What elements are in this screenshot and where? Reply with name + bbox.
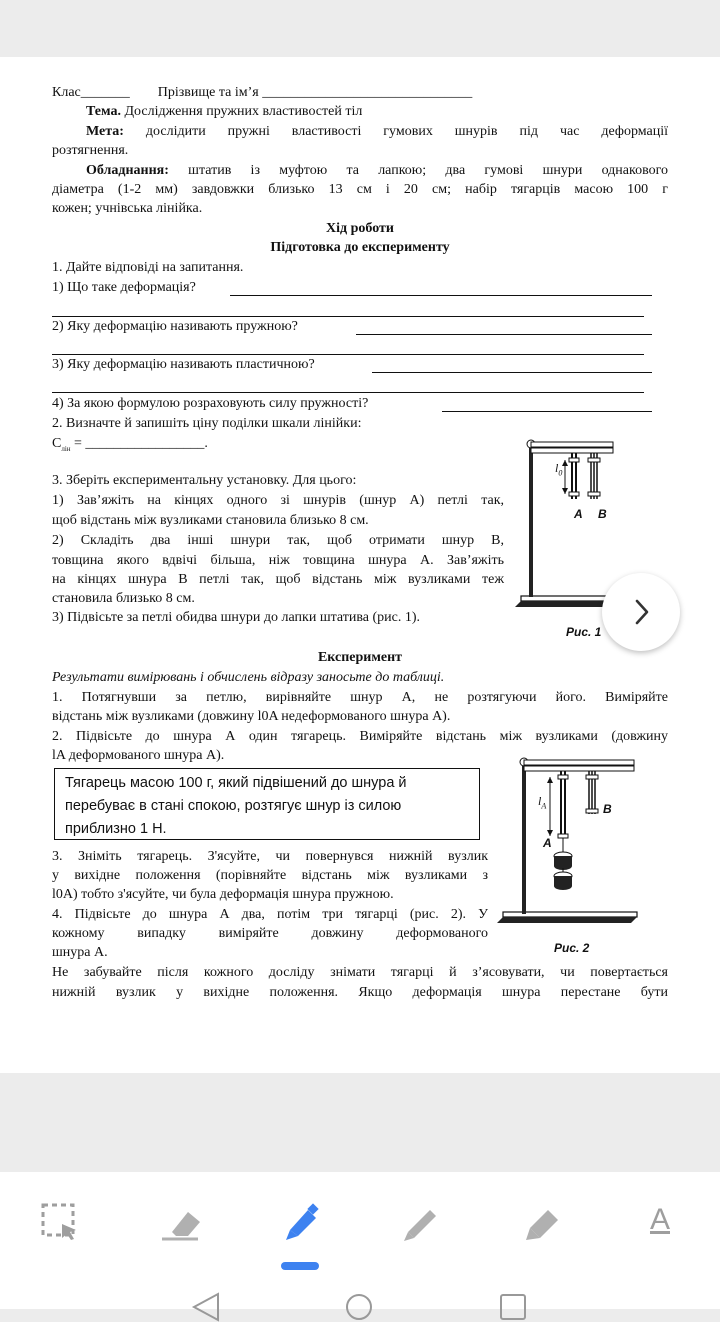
c-label: C xyxy=(52,436,62,451)
experiment-step-3b: у вихідне положення (порівняйте відстань між вузликами з xyxy=(52,868,488,883)
selection-tool[interactable] xyxy=(40,1202,84,1242)
scale-division-line xyxy=(52,434,208,459)
fig2-l-letter: l xyxy=(538,794,542,808)
prep-title: Підготовка до експерименту xyxy=(270,240,450,255)
annotation-toolbar xyxy=(0,1172,720,1309)
fig2-l-label xyxy=(538,792,546,815)
step-2: 2. Визначте й запишіть ціну поділки шкали лінійки: xyxy=(52,416,362,431)
question-4: 4) За якою формулою розраховують силу пружності? xyxy=(52,396,369,411)
home-nav-icon[interactable] xyxy=(344,1292,374,1322)
answer-line-4 xyxy=(442,411,652,412)
topic-line xyxy=(52,102,362,121)
next-page-button[interactable] xyxy=(602,573,680,651)
fig1-label-a: A xyxy=(574,507,583,521)
c-eq: = _________________. xyxy=(70,436,208,451)
question-2: 2) Яку деформацію називають пружною? xyxy=(52,319,298,334)
experiment-step-1a: 1. Потягнувши за петлю, вирівняйте шнур А, не розтягуючи його. Виміряйте xyxy=(52,690,668,705)
goal-line-1 xyxy=(52,122,668,141)
experiment-step-3a: 3. Зніміть тягарець. З'ясуйте, чи повернувся нижній вузлик xyxy=(52,849,488,864)
info-box-line-2: перебуває в стані спокою, розтягує шнур із силою xyxy=(65,798,402,814)
name-label: Прізвище та ім’я ______________________________ xyxy=(157,85,473,100)
equipment-label: Обладнання: xyxy=(86,163,169,178)
answer-line-3b xyxy=(52,392,644,393)
experiment-step-3c: l0A) тобто з'ясуйте, чи була деформація шнура пружною. xyxy=(52,887,394,902)
active-tool-indicator xyxy=(281,1262,319,1270)
info-box-line-3: приблизно 1 Н. xyxy=(65,821,167,837)
fig2-label-a: A xyxy=(543,836,552,850)
fig1-l0-sub: 0 xyxy=(558,468,563,478)
step-3-2c: на кінцях шнура В петлі так, щоб відстань між вузликами теж xyxy=(52,572,504,587)
step-3-1b: щоб відстань між вузликами становила близько 8 см. xyxy=(52,513,369,528)
pencil-tool[interactable] xyxy=(398,1202,442,1242)
results-note: Результати вимірювань і обчислень відразу заносьте до таблиці. xyxy=(52,670,445,685)
equipment-text-2: діаметра (1-2 мм) завдовжки близько 13 см і 20 см; набір тягарців масою 100 г xyxy=(52,182,668,197)
fig2-l-sub: A xyxy=(541,801,547,811)
eraser-icon xyxy=(158,1202,202,1242)
pen-icon xyxy=(278,1202,322,1242)
equipment-text-3: кожен; учнівська лінійка. xyxy=(52,201,203,216)
goal-text-2: розтягнення. xyxy=(52,143,129,158)
chevron-right-icon xyxy=(602,573,680,651)
closing-note-line-1: Не забувайте після кожного досліду знімати тягарці й з’ясовувати, чи повертається xyxy=(52,965,668,980)
marker-icon xyxy=(518,1202,562,1242)
fig2-label-b: B xyxy=(603,802,612,816)
goal-text: дослідити пружні властивості гумових шнурів під час деформації xyxy=(145,124,669,139)
step-3-2d: становила близько 8 см. xyxy=(52,591,195,606)
question-3: 3) Яку деформацію називають пластичною? xyxy=(52,357,315,372)
pen-tool[interactable] xyxy=(278,1202,322,1242)
question-intro: 1. Дайте відповіді на запитання. xyxy=(52,260,244,275)
step-3: 3. Зберіть експериментальну установку. Для цього: xyxy=(52,473,357,488)
c-sub: лін xyxy=(61,444,71,453)
equipment-line-1 xyxy=(52,161,668,180)
topic-text: Дослідження пружних властивостей тіл xyxy=(124,104,363,119)
equipment-text: штатив із муфтою та лапкою; два гумові шнури однакового xyxy=(188,163,668,178)
fig1-label-b: B xyxy=(598,507,607,521)
experiment-step-2a: 2. Підвісьте до шнура А один тягарець. Виміряйте відстань між вузликами (довжину xyxy=(52,729,668,744)
topic-label: Тема. xyxy=(86,104,121,119)
worksheet-page xyxy=(0,57,720,1073)
answer-line-1a xyxy=(230,295,652,296)
experiment-title: Експеримент xyxy=(317,650,403,665)
eraser-tool[interactable] xyxy=(158,1202,202,1242)
step-3-3: 3) Підвісьте за петлі обидва шнури до лапки штатива (рис. 1). xyxy=(52,610,421,625)
experiment-step-4a: 4. Підвісьте до шнура А два, потім три тягарці (рис. 2). У xyxy=(52,907,488,922)
fig1-l0-label xyxy=(555,459,562,482)
experiment-step-4c: шнура А. xyxy=(52,945,108,960)
answer-line-2a xyxy=(356,334,652,335)
goal-label: Мета: xyxy=(86,124,124,139)
class-name-line xyxy=(52,83,472,102)
info-box-line-1: Тягарець масою 100 г, який підвішений до шнура й xyxy=(65,775,407,791)
marker-tool[interactable] xyxy=(518,1202,562,1242)
step-3-2b: товщина якого вдвічі більша, ніж товщина шнура А. Зав’яжіть xyxy=(52,553,504,568)
back-nav-icon[interactable] xyxy=(190,1292,220,1322)
recents-nav-icon[interactable] xyxy=(498,1292,528,1322)
question-1: 1) Що таке деформація? xyxy=(52,280,196,295)
step-3-2a: 2) Складіть два інші шнури так, щоб отримати шнур В, xyxy=(52,533,504,548)
text-icon: A xyxy=(649,1203,670,1236)
class-label: Клас_______ xyxy=(52,85,130,100)
info-box xyxy=(54,768,480,840)
figure-2-stand xyxy=(497,754,647,929)
experiment-step-2b: lA деформованого шнура А). xyxy=(52,748,225,763)
selection-icon xyxy=(40,1202,84,1242)
fig1-caption: Рис. 1 xyxy=(566,625,602,639)
experiment-step-4b: кожному випадку виміряйте довжину деформованого xyxy=(52,926,488,941)
fig2-caption: Рис. 2 xyxy=(554,941,590,955)
text-tool[interactable] xyxy=(640,1202,684,1242)
closing-note-line-2: нижній вузлик у вихідне положення. Якщо деформація шнура перестане бути xyxy=(52,985,668,1000)
pencil-icon xyxy=(398,1202,442,1242)
experiment-step-1b: відстань між вузликами (довжину l0A недеформованого шнура А). xyxy=(52,709,451,724)
answer-line-3a xyxy=(372,372,652,373)
procedure-title: Хід роботи xyxy=(326,221,394,236)
step-3-1a: 1) Зав’яжіть на кінцях одного зі шнурів (шнур А) петлі так, xyxy=(52,493,504,508)
fig1-l0-letter: l xyxy=(555,461,559,475)
figure-1-stand xyxy=(515,437,615,617)
